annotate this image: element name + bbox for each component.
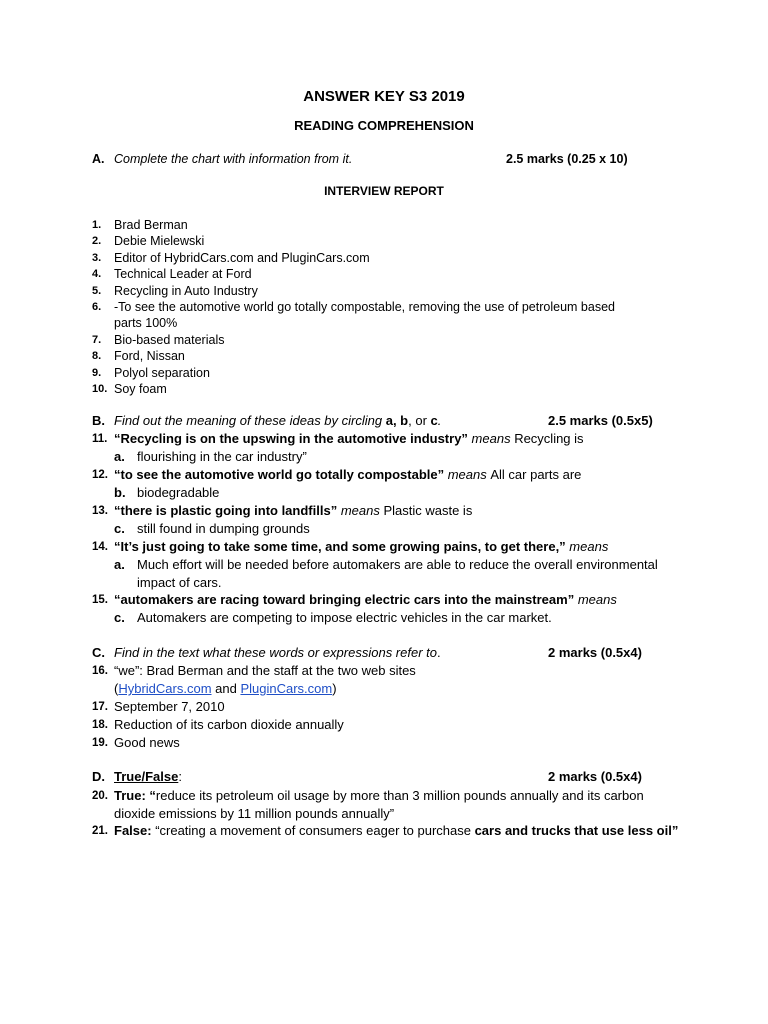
question-item: 13. “there is plastic going into landfills” means Plastic waste is c. still found in dumping grounds <box>92 503 473 536</box>
list-item: 8. Ford, Nissan <box>92 349 185 364</box>
section-a-letter: A. <box>92 152 105 166</box>
section-b-letter: B. <box>92 413 105 428</box>
section-b-instruction: Find out the meaning of these ideas by circling a, b, or c. <box>114 413 442 428</box>
list-item: 10. Soy foam <box>92 382 167 397</box>
section-c-instruction: Find in the text what these words or expressions refer to. <box>114 645 441 660</box>
list-item: 3. Editor of HybridCars.com and PluginCars.com <box>92 250 370 265</box>
hybridcars-link[interactable]: HybridCars.com <box>118 681 212 696</box>
interview-report-heading: INTERVIEW REPORT <box>324 184 444 198</box>
section-title: READING COMPREHENSION <box>294 118 474 133</box>
plugincars-link[interactable]: PluginCars.com <box>240 681 333 696</box>
question-item: 16. “we”: Brad Berman and the staff at the two web sites (HybridCars.com and PluginCars.com) <box>92 663 416 696</box>
section-d-instruction: True/False: <box>114 769 182 784</box>
question-item: 12. “to see the automotive world go totally compostable” means All car parts are b. biodegradable <box>92 467 582 500</box>
question-item: 15. “automakers are racing toward bringing electric cars into the mainstream” means c. Automakers are competing to impose electric vehicles in the car market. <box>92 592 617 625</box>
question-item: 11. “Recycling is on the upswing in the automotive industry” means Recycling is a. flourishing in the car industry” <box>92 431 584 464</box>
section-a-instruction: Complete the chart with information from it. <box>114 152 353 166</box>
section-d-letter: D. <box>92 769 105 784</box>
question-item: 14. “It’s just going to take some time, and some growing pains, to get there,” means a. Much effort will be needed before automakers are able to reduce the overall environmental impact of cars. <box>92 539 658 590</box>
section-c-marks: 2 marks (0.5x4) <box>548 645 642 660</box>
list-item: 9. Polyol separation <box>92 365 210 380</box>
section-a-marks: 2.5 marks (0.25 x 10) <box>506 152 628 166</box>
list-item: 4. Technical Leader at Ford <box>92 267 252 282</box>
section-a-list <box>92 217 682 397</box>
question-item: 19. Good news <box>92 735 180 750</box>
list-item: 7. Bio-based materials <box>92 332 225 347</box>
question-item: 18. Reduction of its carbon dioxide annually <box>92 717 344 732</box>
list-item: 6. -To see the automotive world go totally compostable, removing the use of petroleum based parts 100% <box>92 300 615 331</box>
section-d-marks: 2 marks (0.5x4) <box>548 769 642 784</box>
list-item: 5. Recycling in Auto Industry <box>92 283 258 298</box>
list-item: 2. Debie Mielewski <box>92 234 205 249</box>
question-item: 21. False: “creating a movement of consumers eager to purchase cars and trucks that use less oil” <box>92 823 679 838</box>
list-item: 1. Brad Berman <box>92 218 188 232</box>
section-c-letter: C. <box>92 645 105 660</box>
page-title: ANSWER KEY S3 2019 <box>303 88 465 105</box>
section-b-marks: 2.5 marks (0.5x5) <box>548 413 653 428</box>
question-item: 20. True: “reduce its petroleum oil usage by more than 3 million pounds annually and its carbon dioxide emissions by 11 million pounds annually” <box>92 788 644 821</box>
question-item: 17. September 7, 2010 <box>92 699 225 714</box>
